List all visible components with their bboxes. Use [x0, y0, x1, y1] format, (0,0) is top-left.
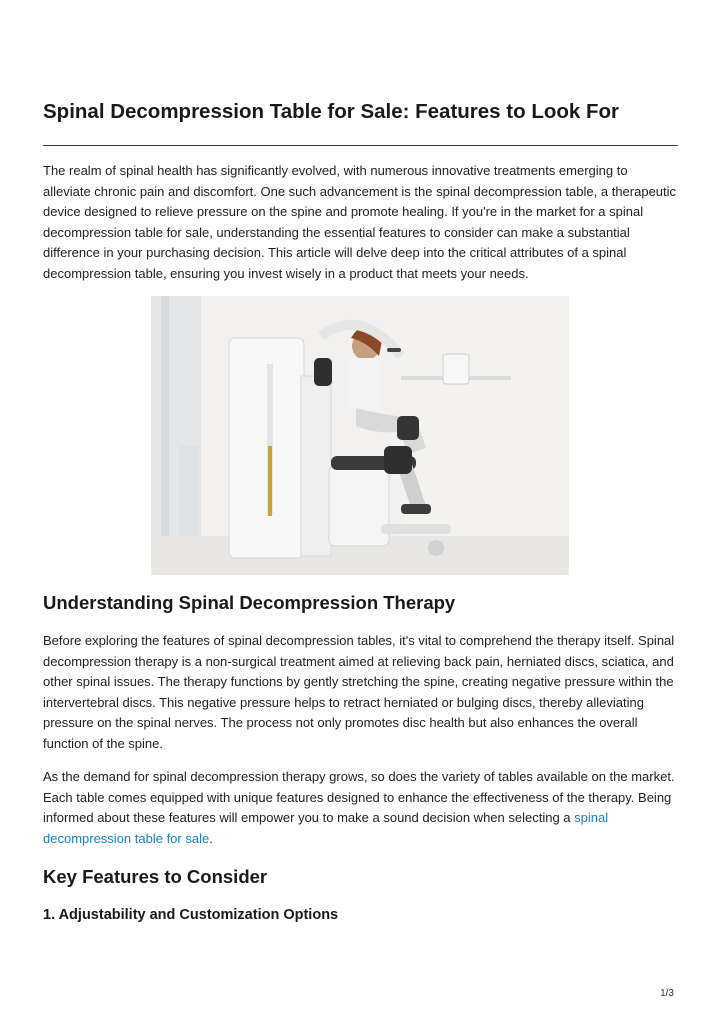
demand-paragraph-text: As the demand for spinal decompression therapy grows, so does the variety of tables available on the market. Each table comes equipped with unique features designed to enhance the effectiveness of the therapy. Being informed about these features will empower you to make a sound decision when selecting a: [43, 769, 675, 825]
intro-paragraph: The realm of spinal health has significantly evolved, with numerous innovative treatments emerging to alleviate chronic pain and discomfort. One such advancement is the spinal decompression table, a therapeutic device designed to relieve pressure on the spine and promote healing. If you're in the market for a spinal decompression table for sale, understanding the essential features to consider can make a substantial difference in your purchasing decision. This article will delve deep into the critical attributes of a spinal decompression table, ensuring you invest wisely in a product that meets your needs.: [43, 163, 677, 281]
page-number: 1/3: [660, 988, 674, 999]
section-heading-features: Key Features to Consider: [43, 866, 268, 887]
section-heading-therapy: Understanding Spinal Decompression Therapy: [43, 592, 456, 613]
demand-paragraph-end: .: [209, 830, 213, 846]
demand-paragraph: [43, 767, 677, 849]
spinal-table-link[interactable]: spinal decompression table for sale: [43, 810, 609, 846]
article-title: Spinal Decompression Table for Sale: Features to Look For: [43, 100, 620, 123]
therapy-paragraph: Before exploring the features of spinal decompression tables, it's vital to comprehend the therapy itself. Spinal decompression therapy is a non-surgical treatment aimed at relieving back pain, herniated discs, sciatica, and other spinal issues. The therapy functions by gently stretching the spine, creating negative pressure within the intervertebral discs. This negative pressure helps to retract herniated or bulging discs, thereby alleviating pressure on the spinal nerves. The process not only promotes disc health but also enhances the overall function of the spine.: [43, 633, 675, 751]
article-photo: [151, 296, 569, 575]
title-divider: [43, 145, 678, 146]
subheading-adjustability: 1. Adjustability and Customization Options: [43, 907, 339, 923]
